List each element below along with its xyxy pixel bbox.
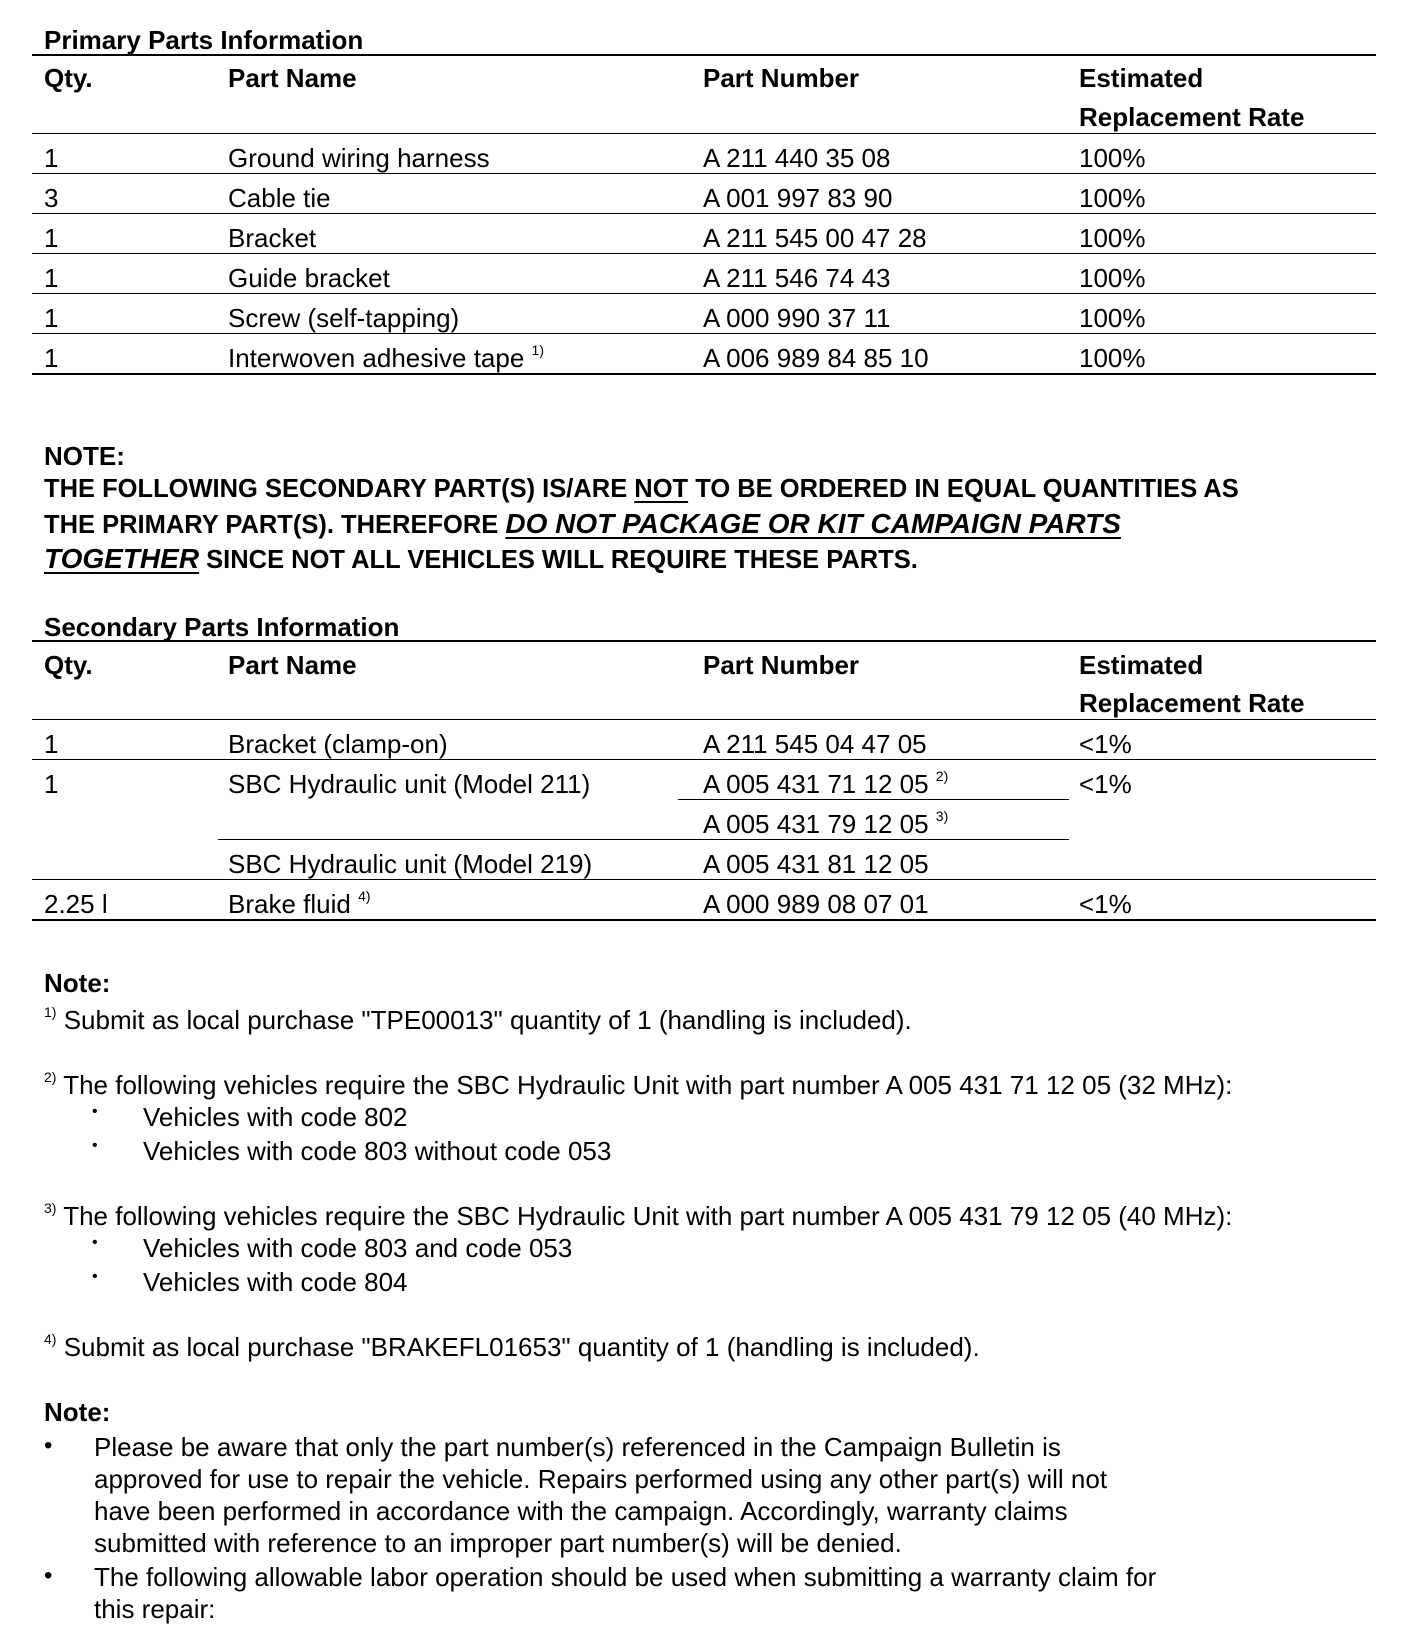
secondary-header-number: Part Number	[703, 650, 860, 680]
table-cell-name: Screw (self-tapping)	[228, 303, 460, 333]
bullet-icon: •	[44, 1562, 53, 1589]
rule	[32, 293, 1376, 294]
bullet-icon: •	[92, 1234, 98, 1251]
footnote-ref: 1)	[531, 342, 544, 358]
rule	[32, 719, 1376, 720]
primary-header-rate: Replacement Rate	[1079, 102, 1305, 132]
notice-line: THE FOLLOWING SECONDARY PART(S) IS/ARE NOT TO BE ORDERED IN EQUAL QUANTITIES AS	[44, 475, 1239, 503]
table-cell-rate: 100%	[1079, 263, 1146, 293]
rule	[32, 373, 1376, 375]
primary-header-qty: Qty.	[44, 63, 93, 93]
notes-heading: Note:	[44, 968, 111, 998]
footnote-ref: 2)	[935, 768, 949, 784]
rule	[32, 213, 1376, 214]
list-item: Vehicles with code 803 without code 053	[143, 1136, 612, 1166]
bullet-icon: •	[92, 1103, 98, 1120]
table-cell-name: Brake fluid $^{4)}$	[228, 888, 371, 919]
table-cell-number: A 006 989 84 85 10	[703, 343, 929, 373]
secondary-header-qty: Qty.	[44, 650, 93, 680]
list-item: Vehicles with code 802	[143, 1102, 408, 1132]
bullet-icon: •	[44, 1432, 53, 1459]
footnote-ref: 3)	[935, 808, 949, 824]
rule	[32, 253, 1376, 254]
table-cell-name: SBC Hydraulic unit (Model 211)	[228, 769, 591, 799]
table-cell-rate: 100%	[1079, 183, 1146, 213]
table-cell-number: A 000 989 08 07 01	[703, 889, 929, 919]
table-cell-rate: <1%	[1079, 889, 1132, 919]
secondary-header-name: Part Name	[228, 650, 357, 680]
table-cell-qty: 1	[44, 263, 59, 293]
table-cell-number: A 000 990 37 11	[703, 303, 891, 333]
table-cell-name: Guide bracket	[228, 263, 390, 293]
table-cell-qty: 2.25 l	[44, 889, 108, 919]
rule	[32, 54, 1376, 56]
rule	[218, 839, 1069, 840]
primary-table-title: Primary Parts Information	[44, 25, 364, 55]
table-cell-number: A 005 431 71 12 05 $^{2)}$	[703, 768, 949, 799]
paragraph-line: approved for use to repair the vehicle. Repairs performed using any other part(s) will not	[94, 1464, 1108, 1494]
notice-line: TOGETHER SINCE NOT ALL VEHICLES WILL REQUIRE THESE PARTS.	[44, 543, 918, 574]
table-cell-number: A 005 431 79 12 05 $^{3)}$	[703, 808, 949, 839]
table-cell-name: SBC Hydraulic unit (Model 219)	[228, 849, 593, 879]
table-cell-number: A 211 545 04 47 05	[703, 729, 927, 759]
table-cell-rate: 100%	[1079, 223, 1146, 253]
rule	[32, 640, 1376, 642]
list-item: Vehicles with code 803 and code 053	[143, 1233, 573, 1263]
primary-header-rate: Estimated	[1079, 63, 1204, 93]
table-cell-qty: 1	[44, 343, 59, 373]
table-cell-name: Ground wiring harness	[228, 143, 490, 173]
table-cell-qty: 1	[44, 729, 59, 759]
table-cell-number: A 211 546 74 43	[703, 263, 891, 293]
footnote-3: $^{3)}$ The following vehicles require the SBC Hydraulic Unit with part number A 005 431 79 12 05 (40 MHz):	[44, 1200, 1233, 1231]
paragraph-line: this repair:	[94, 1594, 216, 1624]
paragraph-line: Please be aware that only the part number(s) referenced in the Campaign Bulletin is	[94, 1432, 1061, 1462]
note2-heading: Note:	[44, 1397, 111, 1427]
table-cell-name: Bracket (clamp-on)	[228, 729, 448, 759]
table-cell-name: Interwoven adhesive tape $^{1)}$	[228, 342, 544, 373]
secondary-header-rate: Replacement Rate	[1079, 688, 1305, 718]
rule	[32, 879, 1376, 880]
rule	[32, 919, 1376, 921]
paragraph-line: submitted with reference to an improper part number(s) will be denied.	[94, 1528, 902, 1558]
bullet-icon: •	[92, 1268, 98, 1285]
table-cell-qty: 1	[44, 303, 59, 333]
table-cell-rate: <1%	[1079, 729, 1132, 759]
paragraph-line: The following allowable labor operation should be used when submitting a warranty claim for	[94, 1562, 1157, 1592]
secondary-header-rate: Estimated	[1079, 650, 1204, 680]
table-cell-qty: 1	[44, 223, 59, 253]
bullet-icon: •	[92, 1137, 98, 1154]
table-cell-rate: 100%	[1079, 143, 1146, 173]
footnote-4: $^{4)}$ Submit as local purchase "BRAKEFL01653" quantity of 1 (handling is included).	[44, 1331, 980, 1362]
rule	[32, 133, 1376, 134]
notice-line: THE PRIMARY PART(S). THEREFORE DO NOT PACKAGE OR KIT CAMPAIGN PARTS	[44, 508, 1121, 539]
primary-header-number: Part Number	[703, 63, 860, 93]
rule	[32, 173, 1376, 174]
table-cell-qty: 3	[44, 183, 59, 213]
table-cell-rate: 100%	[1079, 343, 1146, 373]
rule	[32, 759, 1376, 760]
footnote-1: $^{1)}$ Submit as local purchase "TPE00013" quantity of 1 (handling is included).	[44, 1004, 912, 1035]
table-cell-number: A 005 431 81 12 05	[703, 849, 929, 879]
rule	[32, 333, 1376, 334]
paragraph-line: have been performed in accordance with the campaign. Accordingly, warranty claims	[94, 1496, 1068, 1526]
primary-header-name: Part Name	[228, 63, 357, 93]
notice-heading: NOTE:	[44, 441, 125, 471]
rule	[678, 799, 1069, 800]
table-cell-name: Bracket	[228, 223, 317, 253]
table-cell-name: Cable tie	[228, 183, 331, 213]
footnote-ref: 4)	[358, 888, 371, 904]
table-cell-qty: 1	[44, 143, 59, 173]
table-cell-rate: <1%	[1079, 769, 1132, 799]
table-cell-number: A 001 997 83 90	[703, 183, 893, 213]
table-cell-qty: 1	[44, 769, 59, 799]
secondary-table-title: Secondary Parts Information	[44, 612, 400, 642]
table-cell-number: A 211 440 35 08	[703, 143, 891, 173]
table-cell-rate: 100%	[1079, 303, 1146, 333]
footnote-2: $^{2)}$ The following vehicles require the SBC Hydraulic Unit with part number A 005 431 71 12 05 (32 MHz):	[44, 1069, 1233, 1100]
table-cell-number: A 211 545 00 47 28	[703, 223, 927, 253]
list-item: Vehicles with code 804	[143, 1267, 408, 1297]
